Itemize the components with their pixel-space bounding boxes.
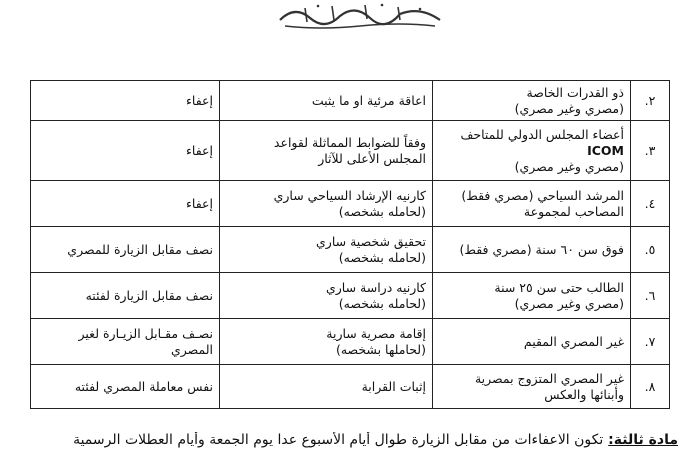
category-cell (433, 319, 631, 365)
category-line: أعضاء المجلس الدولي للمتاحف (460, 126, 624, 142)
row-number: ٦. (631, 273, 670, 319)
category-line: غير المصري المقيم (523, 333, 624, 349)
condition-cell (220, 319, 433, 365)
table-row (31, 121, 670, 181)
category-line: الطالب حتى سن ٢٥ سنة (494, 279, 624, 295)
condition-line: تحقيق شخصية ساري (316, 233, 426, 249)
condition-line: إقامة مصرية سارية (326, 325, 426, 341)
category-line: غير المصري المتزوج بمصرية (474, 370, 624, 386)
row-number: ٥. (631, 227, 670, 273)
visiting-fees-table (30, 80, 670, 409)
category-line: (مصري وغير مصري) (514, 100, 624, 116)
article-text: تكون الاعفاءات من مقابل الزيارة طوال أيام الأسبوع عدا يوم الجمعة وأيام العطلات الرسمية (73, 432, 604, 448)
category-line: المصاحب لمجموعة (523, 203, 624, 219)
article-three (18, 432, 678, 448)
condition-line: (لحامله بشخصه) (338, 249, 426, 265)
condition-cell (220, 365, 433, 409)
row-number: ٤. (631, 181, 670, 227)
table-row (31, 273, 670, 319)
category-cell (433, 121, 631, 181)
condition-cell (220, 273, 433, 319)
category-cell (433, 365, 631, 409)
row-number: ٨. (631, 365, 670, 409)
category-cell (433, 273, 631, 319)
category-cell (433, 227, 631, 273)
condition-line: (لحاملها بشخصه) (335, 341, 426, 357)
fee-cell: إعفاء (31, 121, 220, 181)
category-cell (433, 181, 631, 227)
condition-cell (220, 181, 433, 227)
category-cell (433, 81, 631, 121)
fee-cell: نفس معاملة المصري لفئته (31, 365, 220, 409)
fee-cell: نصـف مقـابل الزيـارة لغير المصري (31, 319, 220, 365)
row-number: ٣. (631, 121, 670, 181)
table-row (31, 81, 670, 121)
condition-line: المجلس الأعلى للآثار (318, 150, 426, 166)
table-row (31, 365, 670, 409)
condition-line: اعاقة مرئية او ما يثبت (311, 92, 426, 108)
table-row (31, 181, 670, 227)
fee-cell: إعفاء (31, 181, 220, 227)
condition-cell (220, 81, 433, 121)
category-line: ICOM (587, 142, 624, 158)
category-line: (مصري وغير مصري) (514, 158, 624, 174)
fee-cell: إعفاء (31, 81, 220, 121)
category-line: فوق سن ٦٠ سنة (مصري فقط) (459, 241, 624, 257)
fee-cell: نصف مقابل الزيارة لفئته (31, 273, 220, 319)
ministry-logo (270, 0, 450, 32)
condition-line: (لحامله بشخصه) (338, 295, 426, 311)
condition-line: كارنيه الإرشاد السياحي ساري (273, 187, 426, 203)
condition-line: (لحامله بشخصه) (338, 203, 426, 219)
category-line: (مصري وغير مصري) (514, 295, 624, 311)
category-line: وأبنائها والعكس (544, 386, 624, 402)
article-label: مادة ثالثة: (608, 432, 678, 448)
condition-line: وفقاً للضوابط المماثلة لقواعد (273, 134, 426, 150)
condition-cell (220, 227, 433, 273)
condition-line: إثبات القرابة (361, 378, 426, 394)
table-row (31, 319, 670, 365)
condition-cell (220, 121, 433, 181)
row-number: ٧. (631, 319, 670, 365)
table-row (31, 227, 670, 273)
category-line: المرشد السياحي (مصري فقط) (461, 187, 624, 203)
fee-cell: نصف مقابل الزيارة للمصري (31, 227, 220, 273)
category-line: ذو القدرات الخاصة (526, 84, 624, 100)
condition-line: كارنيه دراسة ساري (325, 279, 426, 295)
calligraphy-logo-icon (270, 0, 450, 32)
row-number: ٢. (631, 81, 670, 121)
